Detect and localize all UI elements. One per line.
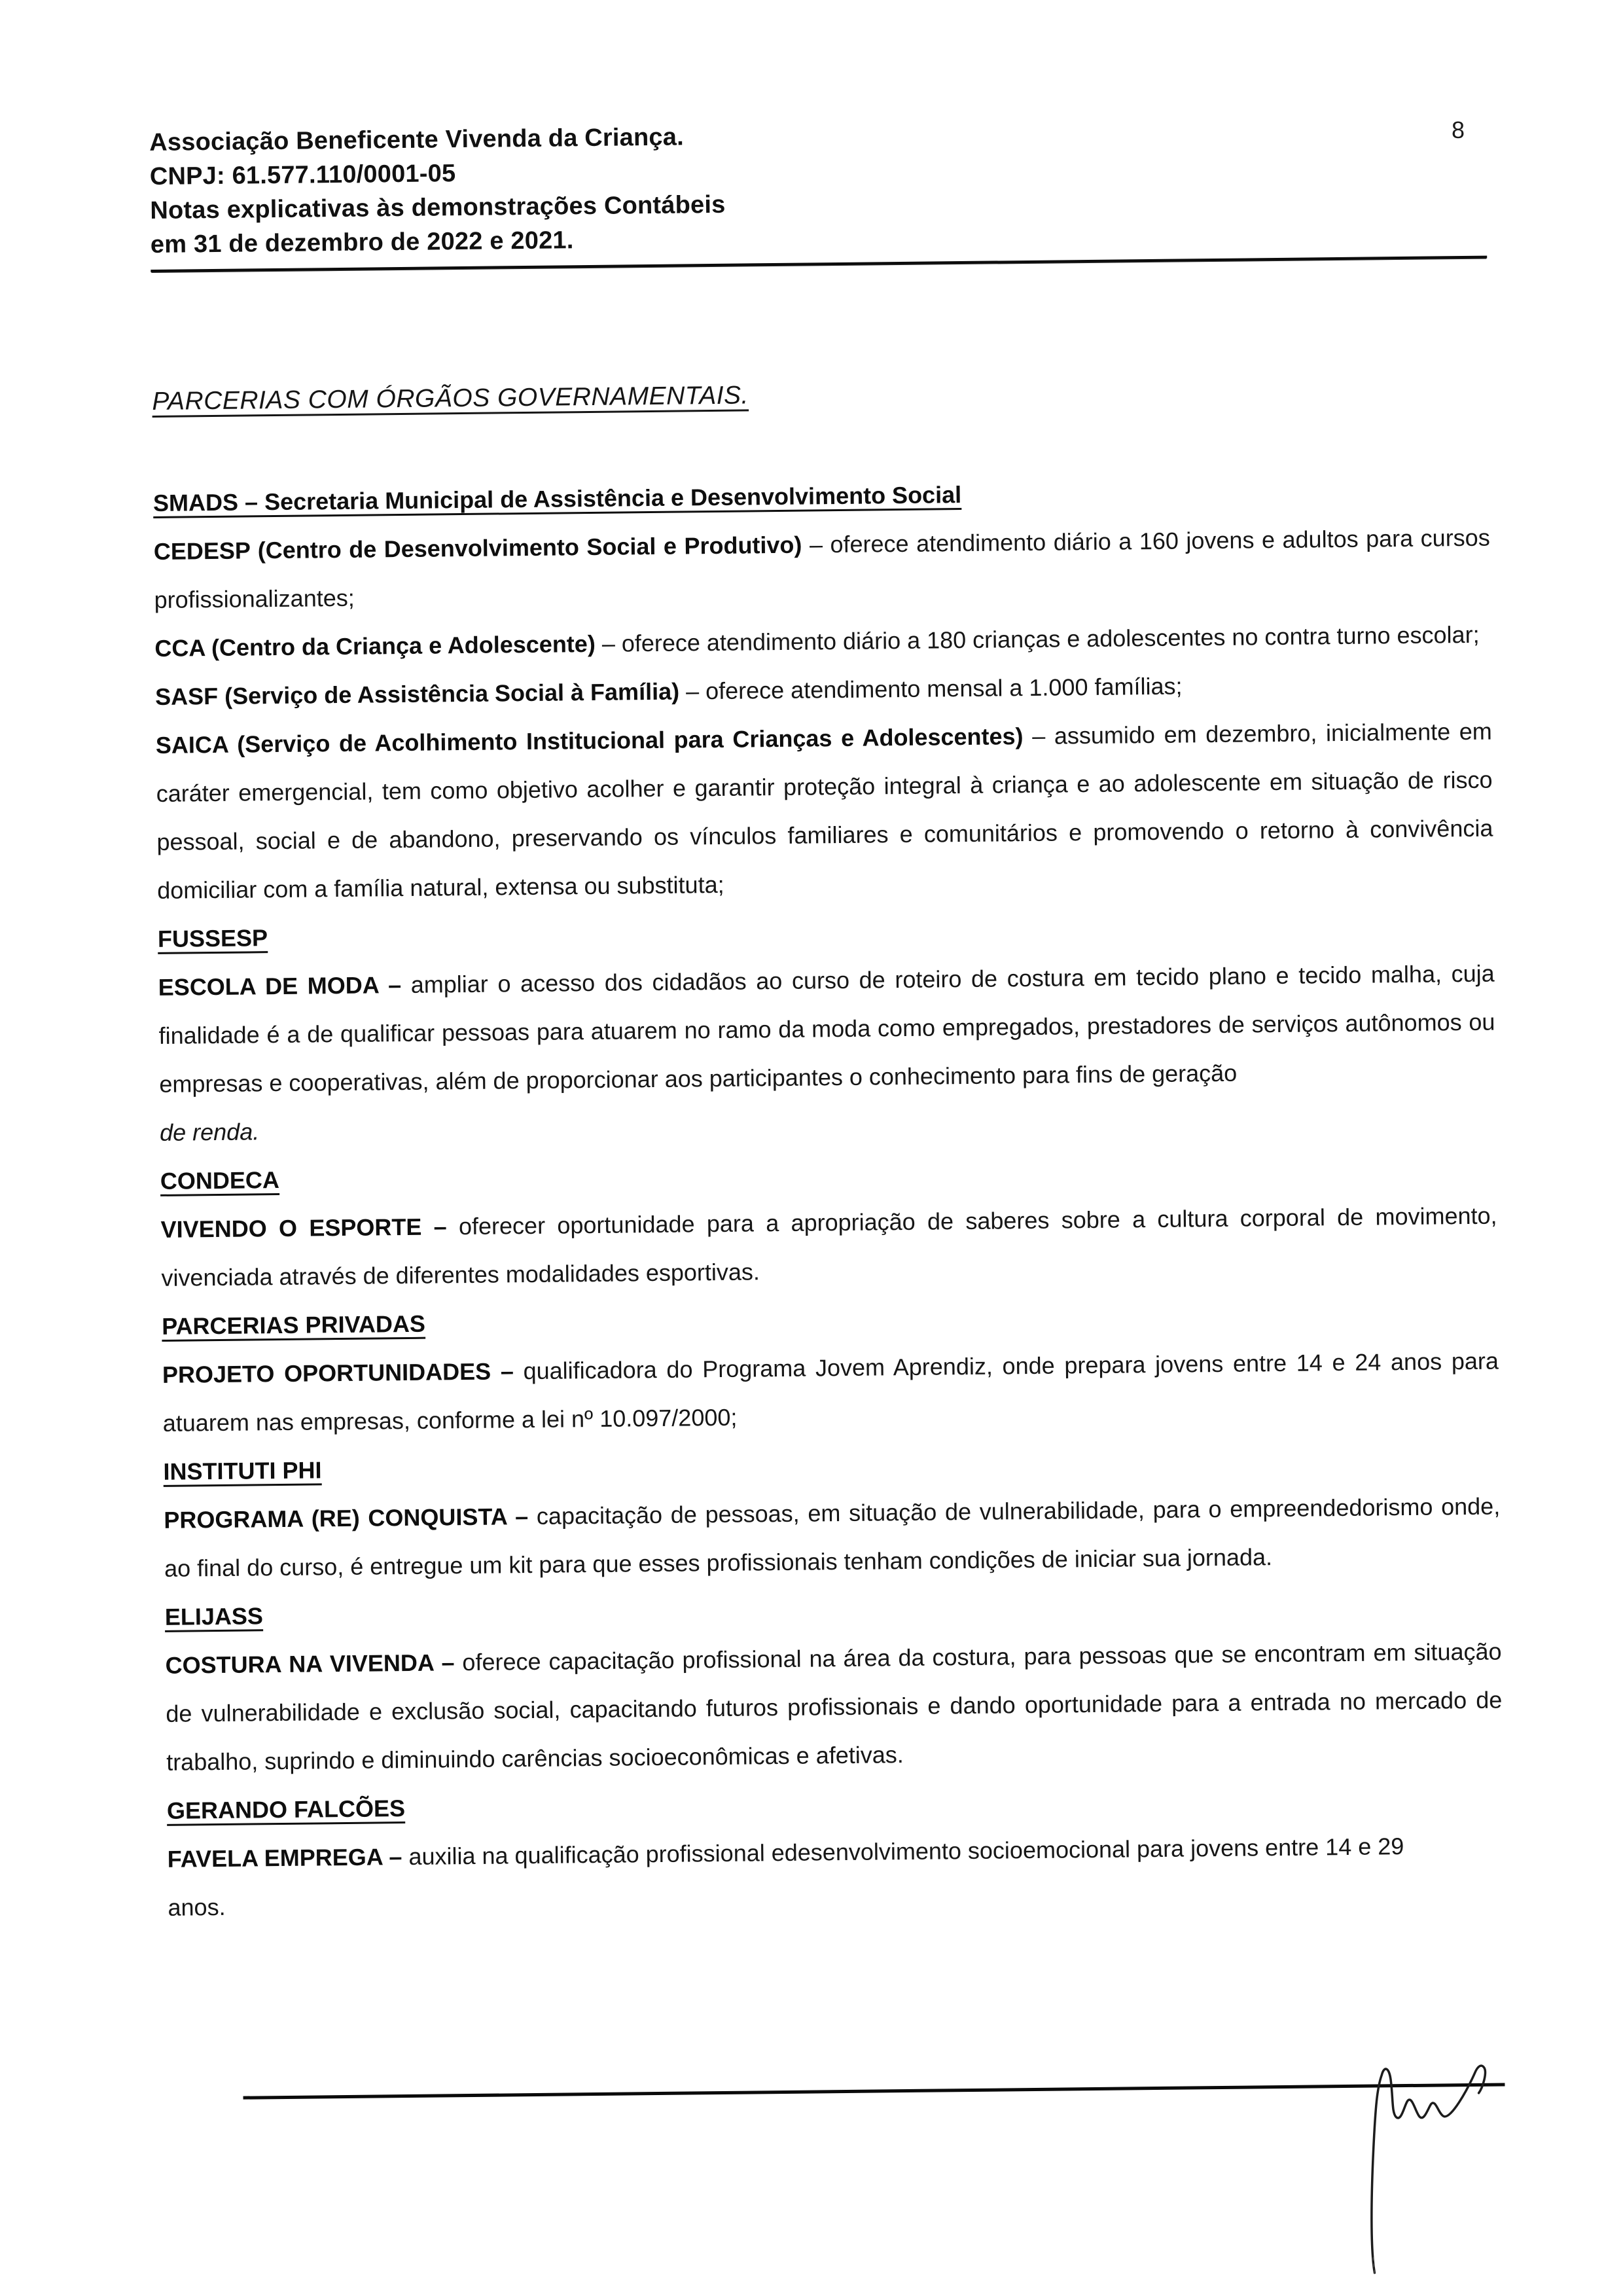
header-notes-title: Notas explicativas às demonstrações Contábeis bbox=[150, 190, 726, 224]
para-de-renda: de renda. bbox=[159, 1118, 260, 1146]
header-date-line: em 31 de dezembro de 2022 e 2021. bbox=[150, 226, 574, 259]
para-cca: CCA (Centro da Criança e Adolescente) – oferece atendimento diário a 180 crianças e adolescentes no contra turno escolar; bbox=[154, 620, 1480, 662]
heading-smads: SMADS – Secretaria Municipal de Assistência e Desenvolvimento Social bbox=[152, 481, 962, 516]
document-body bbox=[153, 465, 1505, 1932]
section-title bbox=[152, 374, 1488, 416]
para-saica: SAICA (Serviço de Acolhimento Institucional para Crianças e Adolescentes) – assumido em dezembro, inicialmente em caráter emergencial, tem como objetivo acolher e garantir proteção integral à criança e ao adolescente em situação de risco pessoal, social e de abandono, preservando os vínculos familiares e comunitários e promovendo o retorno à convivência domiciliar com a família natural, extensa ou substituta; bbox=[155, 717, 1493, 904]
heading-parcerias-privadas: PARCERIAS PRIVADAS bbox=[161, 1310, 426, 1340]
section-title-text: PARCERIAS COM ÓRGÃOS GOVERNAMENTAIS. bbox=[152, 381, 749, 416]
para-costura-na-vivenda: COSTURA NA VIVENDA – oferece capacitação profissional na área da costura, para pessoas que se encontram em situação de vulnerabilidade e exclusão social, capacitando futuros profissionais e dando oportunidade para a entrada no mercado de trabalho, suprindo e diminuindo carências socioeconômicas e afetivas. bbox=[165, 1638, 1503, 1776]
para-escola-de-moda: ESCOLA DE MODA – ampliar o acesso dos cidadãos ao curso de roteiro de costura em tecido plano e tecido malha, cuja finalidade é a de qualificar pessoas para atuarem no ramo da moda como empregados, prestadores de serviços autônomos ou empresas e cooperativas, além de proporcionar aos participantes o conhecimento para fins de geração bbox=[158, 960, 1495, 1098]
page-content bbox=[149, 112, 1506, 2100]
heading-elijass: ELIJASS bbox=[164, 1602, 264, 1630]
para-programa-re-conquista: PROGRAMA (RE) CONQUISTA – capacitação de pessoas, em situação de vulnerabilidade, para o empreendedorismo onde, ao final do curso, é entregue um kit para que esses profissionais tenham condições de iniciar sua jornada. bbox=[164, 1492, 1501, 1582]
heading-condeca: CONDECA bbox=[160, 1166, 280, 1194]
heading-instituti-phi: INSTITUTI PHI bbox=[163, 1456, 322, 1485]
para-projeto-oportunidades: PROJETO OPORTUNIDADES – qualificadora do Programa Jovem Aprendiz, onde prepara jovens entre 14 e 24 anos para atuarem nas empresas, conforme a lei nº 10.097/2000; bbox=[162, 1347, 1499, 1437]
para-vivendo-o-esporte: VIVENDO O ESPORTE – oferecer oportunidade para a apropriação de saberes sobre a cultura corporal de movimento, vivenciada através de diferentes modalidades esportivas. bbox=[160, 1202, 1497, 1291]
signature bbox=[1316, 2050, 1522, 2278]
page-number: 8 bbox=[1452, 117, 1465, 143]
header-cnpj: CNPJ: 61.577.110/0001-05 bbox=[149, 160, 456, 190]
document-header bbox=[149, 112, 1487, 262]
para-cedesp: CEDESP (Centro de Desenvolvimento Social e Produtivo) – oferece atendimento diário a 160 jovens e adultos para cursos profissionalizantes; bbox=[153, 524, 1490, 613]
para-anos: anos. bbox=[168, 1893, 226, 1921]
para-favela-emprega: FAVELA EMPREGA – auxilia na qualificação profissional edesenvolvimento socioemocional para jovens entre 14 e 29 bbox=[167, 1833, 1404, 1873]
heading-fussesp: FUSSESP bbox=[157, 924, 268, 952]
header-org-name: Associação Beneficente Vivenda da Criança. bbox=[149, 123, 685, 156]
footer-rule bbox=[243, 2083, 1505, 2099]
heading-gerando-falcoes: GERANDO FALCÕES bbox=[166, 1795, 406, 1824]
para-sasf: SASF (Serviço de Assistência Social à Família) – oferece atendimento mensal a 1.000 famílias; bbox=[154, 672, 1183, 710]
